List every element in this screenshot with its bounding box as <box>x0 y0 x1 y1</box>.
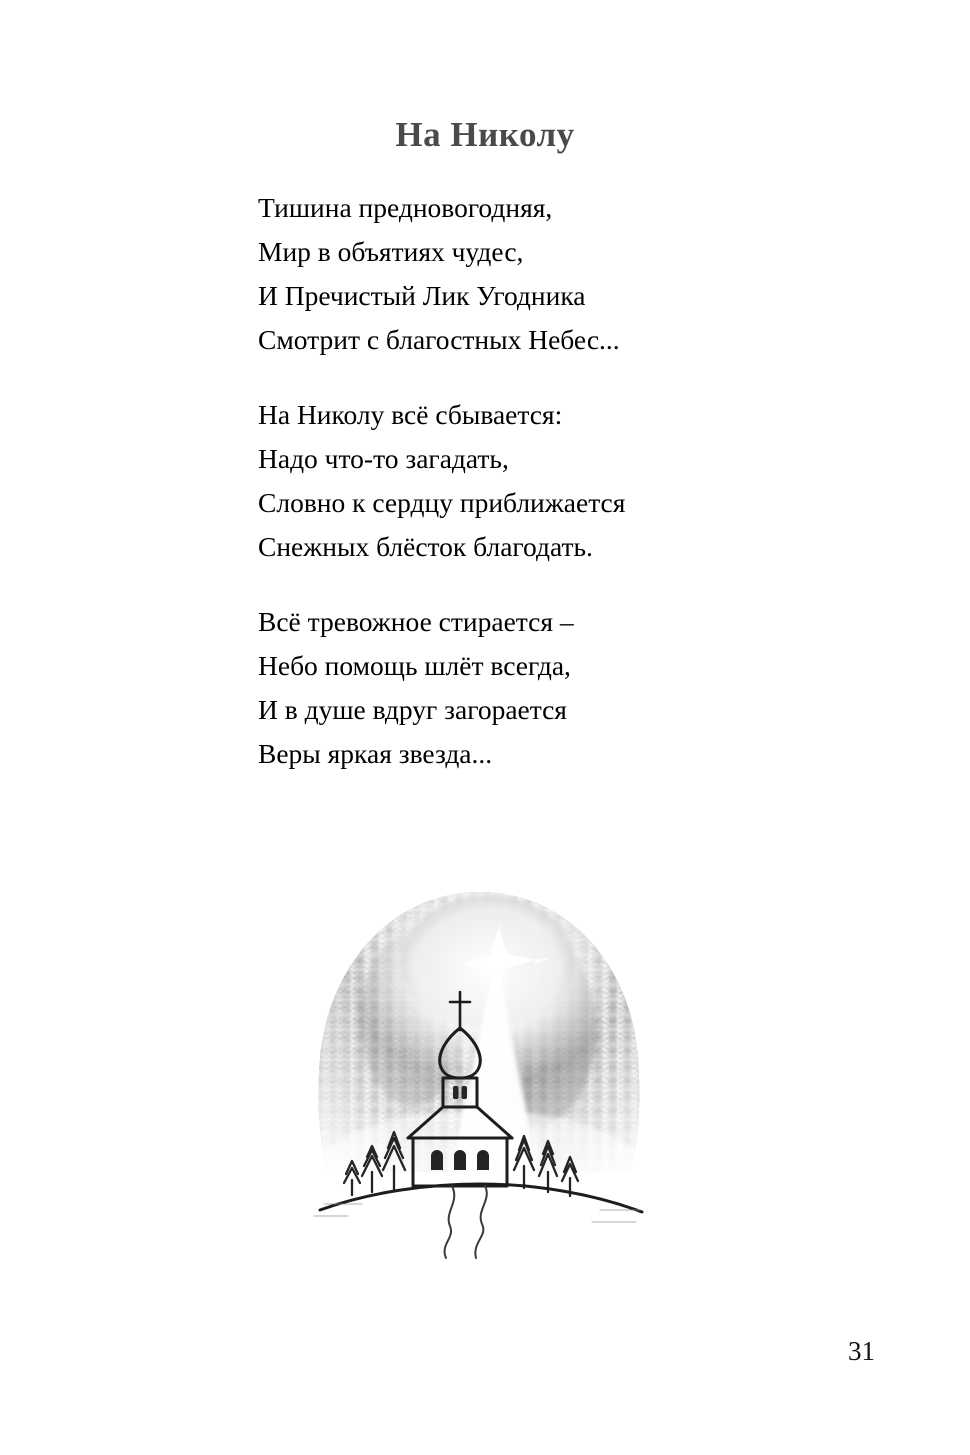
church-under-star-illustration <box>300 880 660 1260</box>
winding-path <box>445 1186 487 1258</box>
poem-line: На Николу всё сбывается: <box>258 399 563 430</box>
poem-line: Снежных блёсток благодать. <box>258 531 593 562</box>
poem-line: И Пречистый Лик Угодника <box>258 280 586 311</box>
ground-strokes <box>314 1204 640 1222</box>
stanza <box>258 186 818 362</box>
poem-line: Всё тревожное стирается – <box>258 606 574 637</box>
poem-line: И в душе вдруг загорается <box>258 694 567 725</box>
stanza <box>258 600 818 776</box>
poem-line: Тишина предновогодняя, <box>258 192 553 223</box>
hill-line <box>320 1184 642 1212</box>
stanza <box>258 393 818 569</box>
poem-line: Смотрит с благостных Небес... <box>258 324 620 355</box>
poem-line: Надо что-то загадать, <box>258 443 509 474</box>
page-title: На Николу <box>395 115 575 155</box>
poem-line: Словно к сердцу приближается <box>258 487 626 518</box>
poem-line: Мир в объятиях чудес, <box>258 236 524 267</box>
church-windows <box>431 1150 489 1170</box>
page-number: 31 <box>848 1336 875 1366</box>
poem-body <box>258 186 818 776</box>
poem-line: Веры яркая звезда... <box>258 738 493 769</box>
poem-line: Небо помощь шлёт всегда, <box>258 650 571 681</box>
